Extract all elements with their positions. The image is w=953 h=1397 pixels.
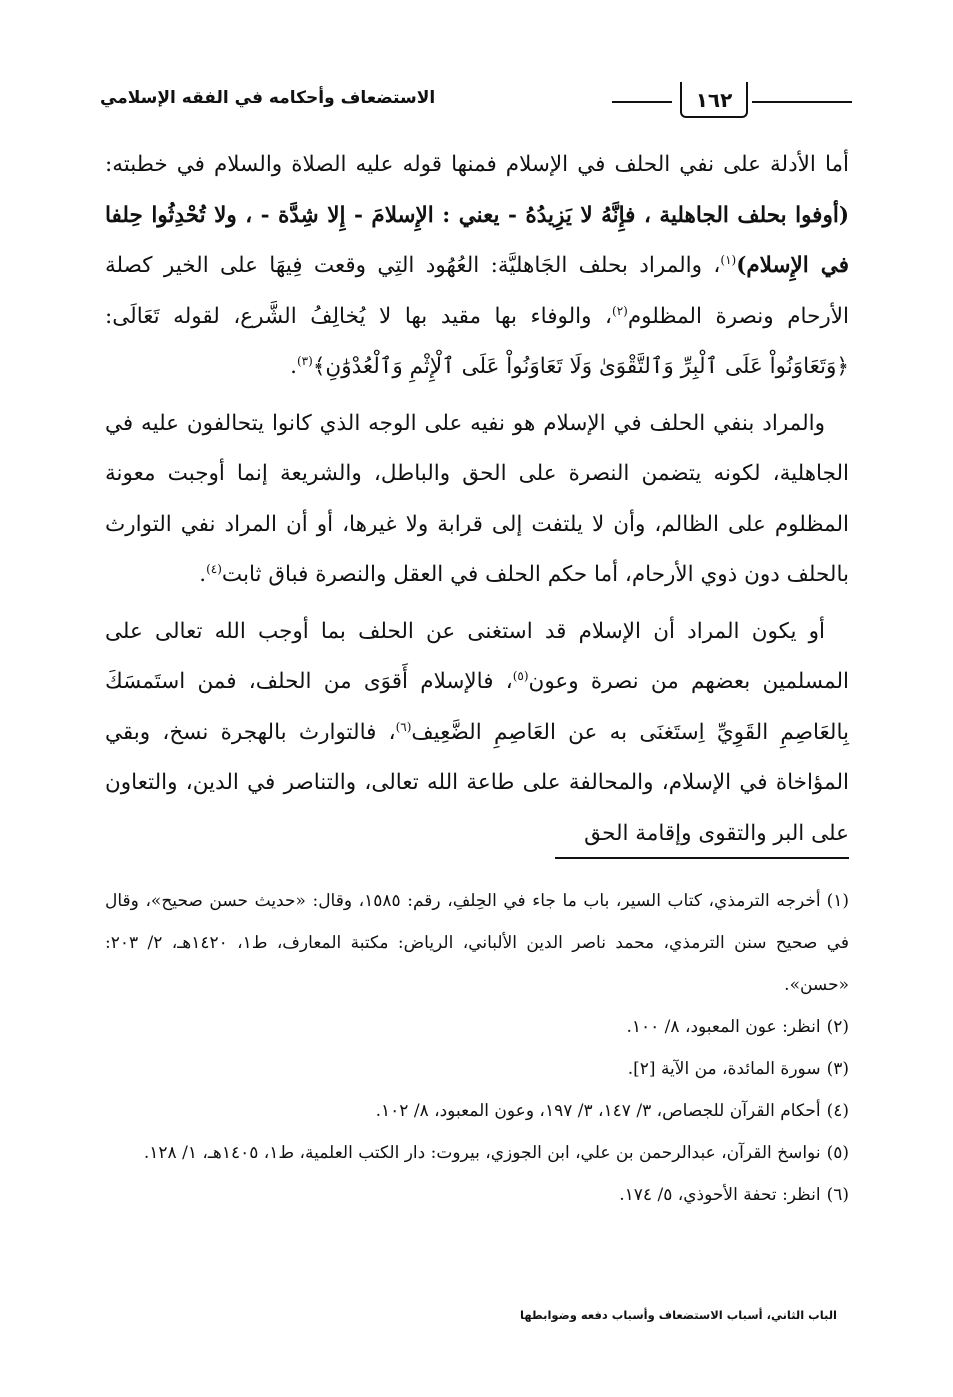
footnote [105,1174,849,1216]
footnote [105,1006,849,1048]
page-number: ١٦٢ [680,82,748,118]
footnote-number: (٥) [826,1143,849,1163]
footnote-ref-4[interactable]: (٤) [206,561,222,576]
chapter-footer: الباب الثاني، أسباب الاستضعاف وأسباب دفعه وضوابطها [520,1308,837,1322]
page-header [100,78,852,122]
footnote-text: انظر: تحفة الأحوذي، ٥/ ١٧٤. [619,1185,821,1205]
quran-verse: ﴿وَتَعَاوَنُواْ عَلَى ٱلْبِرِّ وَٱلتَّقْوَىٰ وَلَا تَعَاوَنُواْ عَلَى ٱلْإِثْمِ وَٱلْعُدْوَٰنِ﴾ [312,354,849,379]
footnote [105,880,849,1006]
running-title: الاستضعاف وأحكامه في الفقه الإسلامي [100,88,436,108]
footnote-number: (٢) [826,1017,849,1037]
hadith-quote: (أوفوا بحلف الجاهلية ، فإِنَّهُ لا يَزِيدُهُ - يعني : الإِسلامَ - إِلا شِدَّة - ، ولا تُحْدِثُوا حِلفا في الإِسلام) [105,202,849,278]
footnote-ref-3[interactable]: (٣) [296,353,313,368]
footnotes [105,880,849,1216]
header-rule-middle [612,101,672,103]
footnote-ref-2[interactable]: (٢) [612,303,628,318]
footnote [105,1048,849,1090]
footnote-text: أخرجه الترمذي، كتاب السير، باب ما جاء في الحِلفِ، رقم: ١٥٨٥، وقال: «حديث حسن صحيح»، وقال في صحيح سنن الترمذي، محمد ناصر الدين الألباني، الرياض: مكتبة المعارف، ط١، ١٤٢٠هـ، ٢/ ٢٠٣: «حسن». [105,891,849,995]
footnote [105,1090,849,1132]
footnote [105,1132,849,1174]
paragraph-3 [105,607,849,860]
footnote-separator [555,857,849,859]
header-rule-right [752,101,852,103]
paragraph-1-end: . [290,354,297,379]
footnote-ref-6[interactable]: (٦) [395,719,412,734]
paragraph-1-intro: أما الأدلة على نفي الحلف في الإسلام فمنها قوله عليه الصلاة والسلام في خطبته: [105,152,849,177]
footnote-ref-1[interactable]: (١) [720,252,737,267]
footnote-text: سورة المائدة، من الآية [٢]. [627,1059,821,1079]
paragraph-1-middle: ، والمراد بحلف الجَاهليَّة: العُهُود التِي وقعت فِيهَا على الخير كصلة الأرحام ونصرة المظلوم [105,253,849,329]
footnote-number: (٦) [826,1185,849,1205]
footnote-text: انظر: عون المعبود، ٨/ ١٠٠. [626,1017,821,1037]
footnote-number: (٣) [826,1059,849,1079]
paragraph-3-end: ، فالتوارث بالهجرة نسخ، وبقي المؤاخاة في الإسلام، والمحالفة على طاعة الله تعالى، والتناصر في الدين، والتعاون على البر والتقوى وإقامة الحق [105,719,849,846]
paragraph-3-text: أو يكون المراد أن الإسلام قد استغنى عن الحلف بما أوجب الله تعالى على المسلمين بعضهم من نصرة وعون [105,618,849,694]
footnote-number: (١) [826,891,849,911]
footnote-ref-5[interactable]: (٥) [512,668,529,683]
footnote-number: (٤) [826,1101,849,1121]
paragraph-1 [105,140,849,393]
paragraph-2-end: . [199,562,207,587]
paragraph-2-text: والمراد بنفي الحلف في الإسلام هو نفيه على الوجه الذي كانوا يتحالفون عليه في الجاهلية، لكونه يتضمن النصرة على الحق والباطل، والشريعة إنما أوجبت معونة المظلوم على الظالم، وأن لا يلتفت إلى قرابة ولا غيرها، أو أن المراد نفي التوارث بالحلف دون ذوي الأرحام، أما حكم الحلف في العقل والنصرة فباق ثابت [105,410,849,587]
paragraph-3-middle: ، فالإسلام أَقوَى من الحلف، فمن استَمسَكَ بِالعَاصِمِ القَوِيِّ اِستَغنَى به عن العَاصِمِ الضَّعِيف [105,669,849,745]
main-text [105,140,849,865]
footnote-text: نواسخ القرآن، عبدالرحمن بن علي، ابن الجوزي، بيروت: دار الكتب العلمية، ط١، ١٤٠٥هـ، ١/ ١٢٨. [143,1143,821,1163]
footnote-text: أحكام القرآن للجصاص، ٣/ ١٤٧، ٣/ ١٩٧، وعون المعبود، ٨/ ١٠٢. [375,1101,821,1121]
paragraph-1-continuation: ، والوفاء بها مقيد بها لا يُخالِفُ الشَّرع، لقوله تَعَالَى: [105,303,612,329]
paragraph-2 [105,399,849,601]
